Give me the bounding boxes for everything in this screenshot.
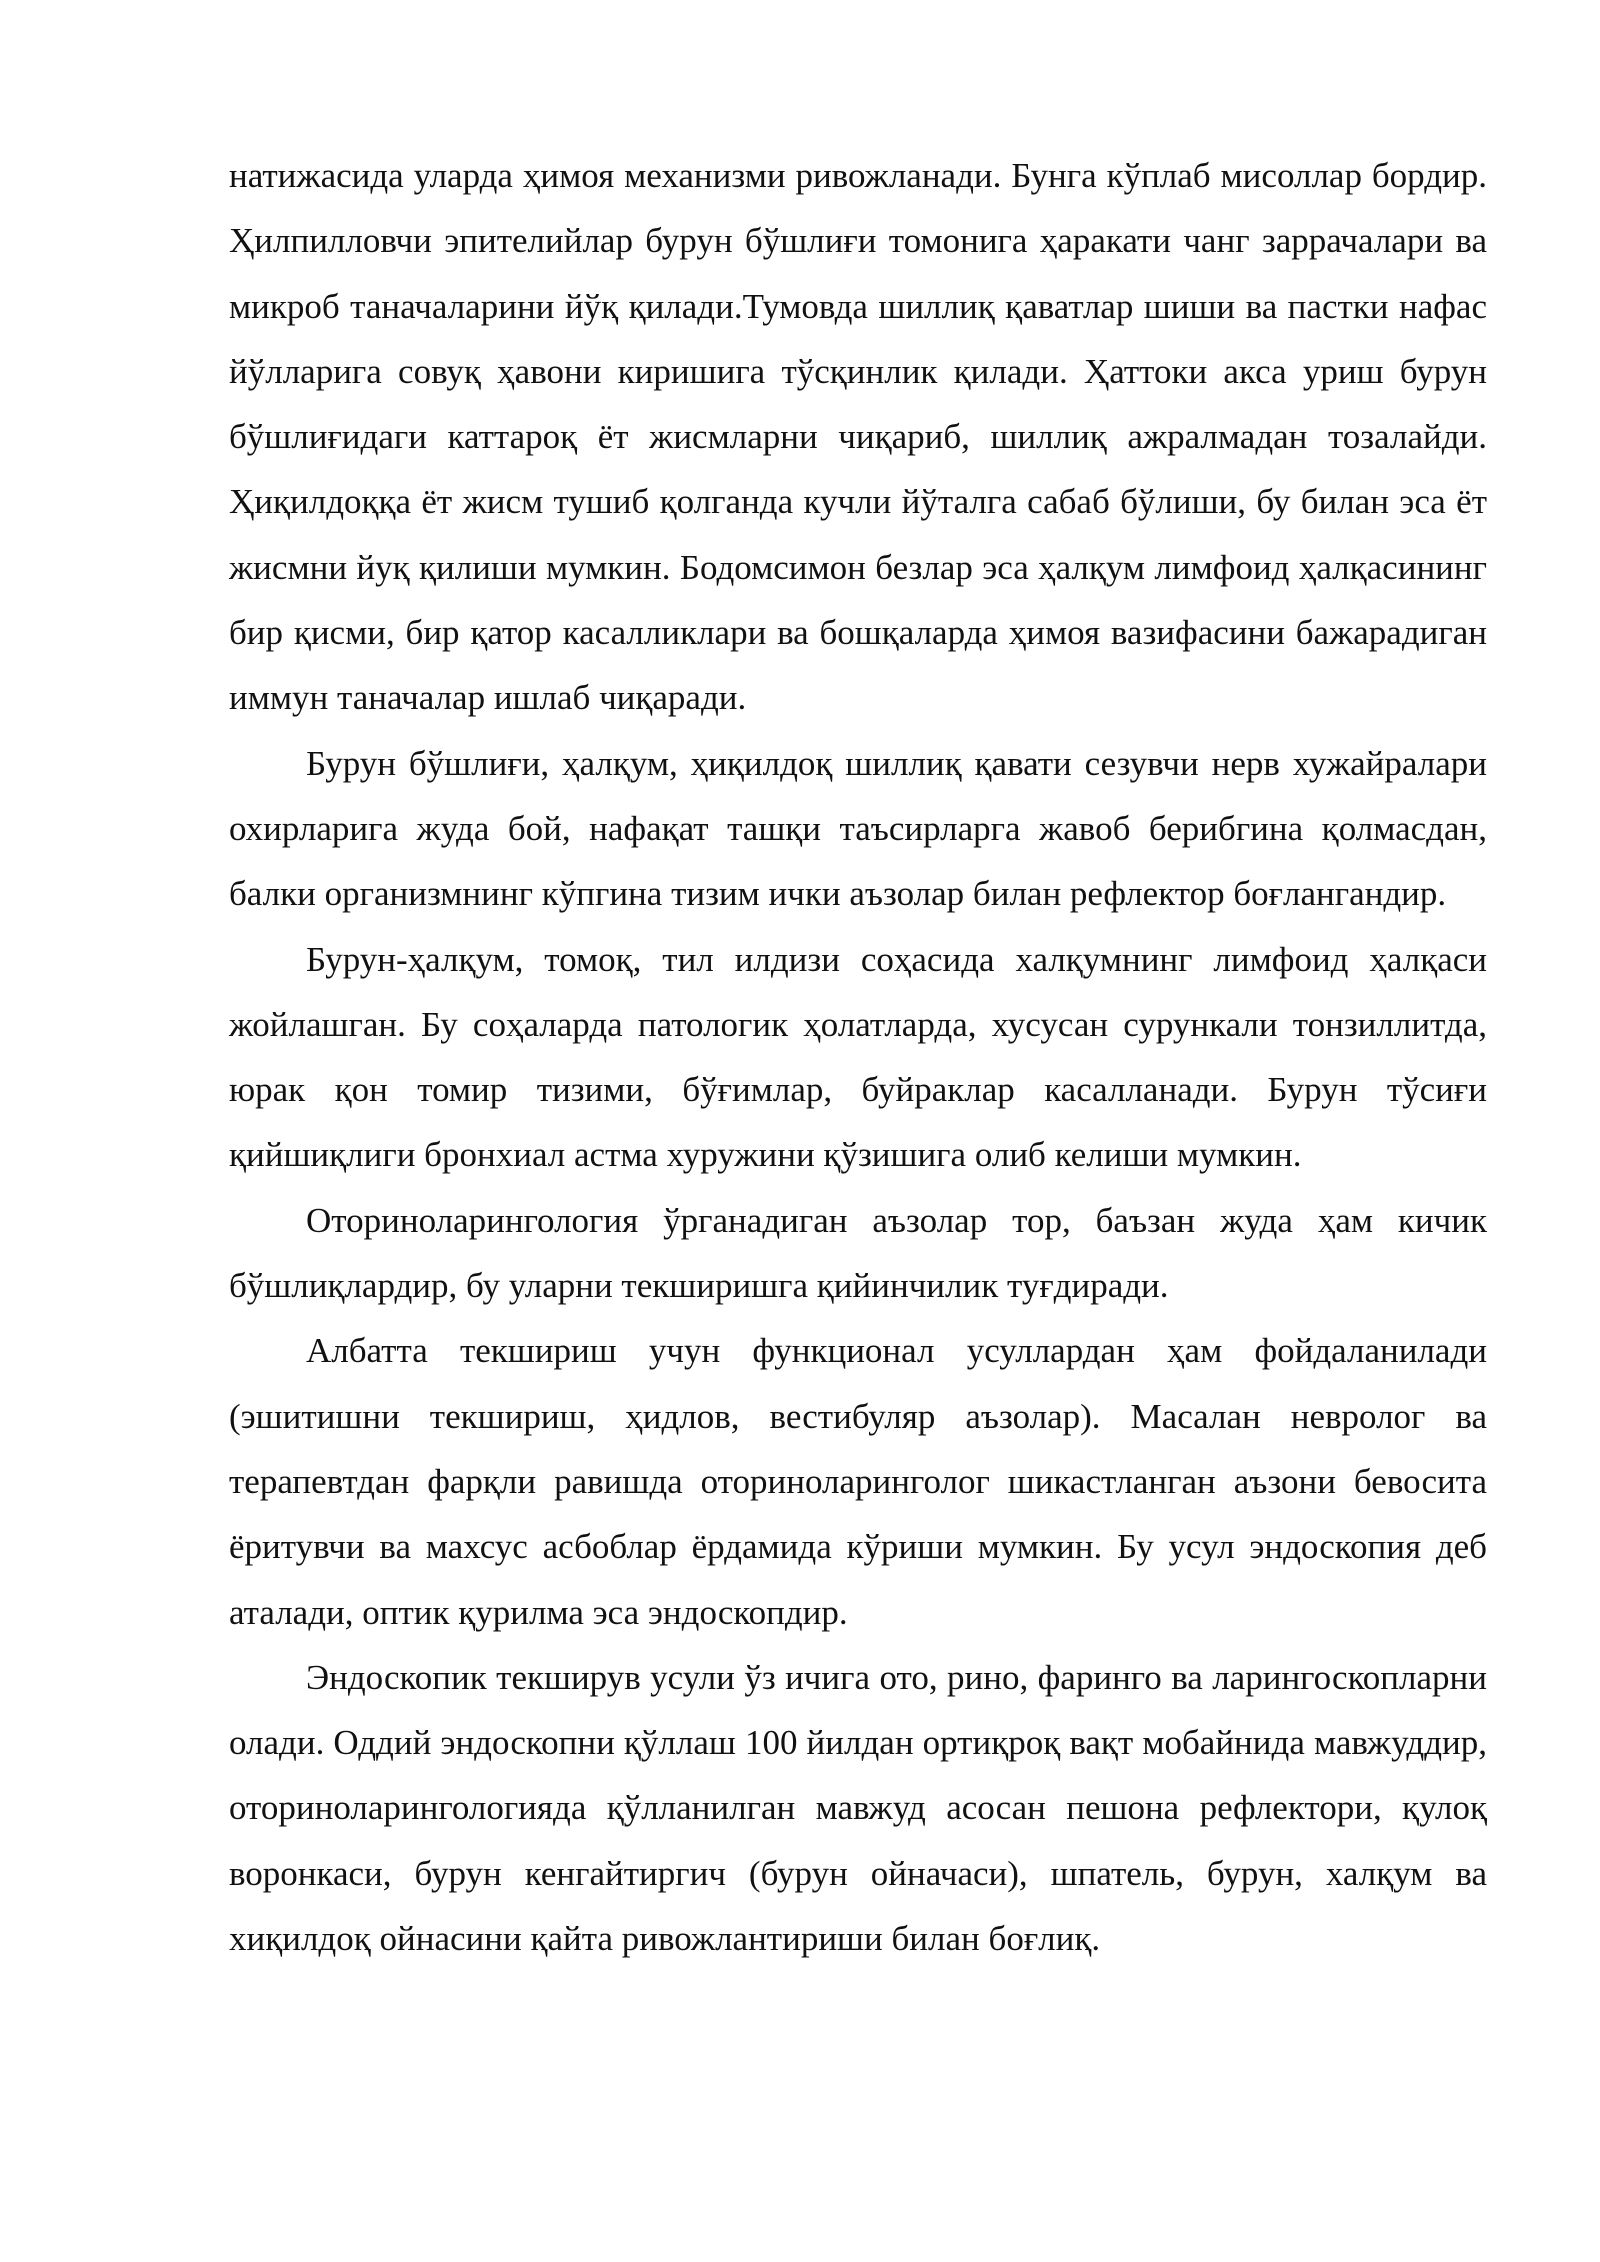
document-body [229, 143, 1487, 1971]
paragraph-5: Албатта текшириш учун функционал усуллардан ҳам фойдаланилади (эшитишни текшириш, ҳидлов, вестибуляр аъзолар). Масалан невролог ва терапевтдан фарқли равишда оториноларинголог шикастланган аъзони бевосита ёритувчи ва махсус асбоблар ёрдамида кўриши мумкин. Бу усул эндоскопия деб аталади, оптик қурилма эса эндоскопдир. [229, 1331, 1487, 1632]
paragraph-2: Бурун бўшлиғи, ҳалқум, ҳиқилдоқ шиллиқ қавати сезувчи нерв хужайралари охирларига жуда бой, нафақат ташқи таъсирларга жавоб берибгина қолмасдан, балки организмнинг кўпгина тизим ички аъзолар билан рефлектор боғлангандир. [229, 743, 1487, 914]
paragraph-6: Эндоскопик текширув усули ўз ичига ото, рино, фаринго ва ларингоскопларни олади. Оддий эндоскопни қўллаш 100 йилдан ортиқроқ вақт мобайнида мавжуддир, оториноларингологияда қўлланилган мавжуд асосан пешона рефлектори, қулоқ воронкаси, бурун кенгайтиргич (бурун ойначаси), шпатель, бурун, халқум ва хиқилдоқ ойнасини қайта ривожлантириши билан боғлиқ. [229, 1657, 1487, 1959]
paragraph-4: Оториноларингология ўрганадиган аъзолар тор, баъзан жуда ҳам кичик бўшлиқлардир, бу уларни текширишга қийинчилик туғдиради. [229, 1200, 1487, 1306]
paragraph-1: натижасида уларда ҳимоя механизми ривожланади. Бунга кўплаб мисоллар бордир. Ҳилпилловчи эпителийлар бурун бўшлиғи томонига ҳаракати чанг заррачалари ва микроб таначаларини йўқ қилади.Тумовда шиллиқ қаватлар шиши ва пастки нафас йўлларига совуқ ҳавони киришига тўсқинлик қилади. Ҳаттоки акса уриш бурун бўшлиғидаги каттароқ ёт жисмларни чиқариб, шиллиқ ажралмадан тозалайди. Ҳиқилдоққа ёт жисм тушиб қолганда кучли йўталга сабаб бўлиши, бу билан эса ёт жисмни йуқ қилиши мумкин. Бодомсимон безлар эса ҳалқум лимфоид ҳалқасининг бир қисми, бир қатор касалликлари ва бошқаларда ҳимоя вазифасини бажарадиган иммун таначалар ишлаб чиқаради. [229, 156, 1487, 718]
paragraph-3: Бурун-ҳалқум, томоқ, тил илдизи соҳасида халқумнинг лимфоид ҳалқаси жойлашган. Бу соҳаларда патологик ҳолатларда, хусусан сурункали тонзиллитда, юрак қон томир тизими, бўғимлар, буйраклар касалланади. Бурун тўсиғи қийшиқлиги бронхиал астма хуружини қўзишига олиб келиши мумкин. [229, 939, 1487, 1175]
